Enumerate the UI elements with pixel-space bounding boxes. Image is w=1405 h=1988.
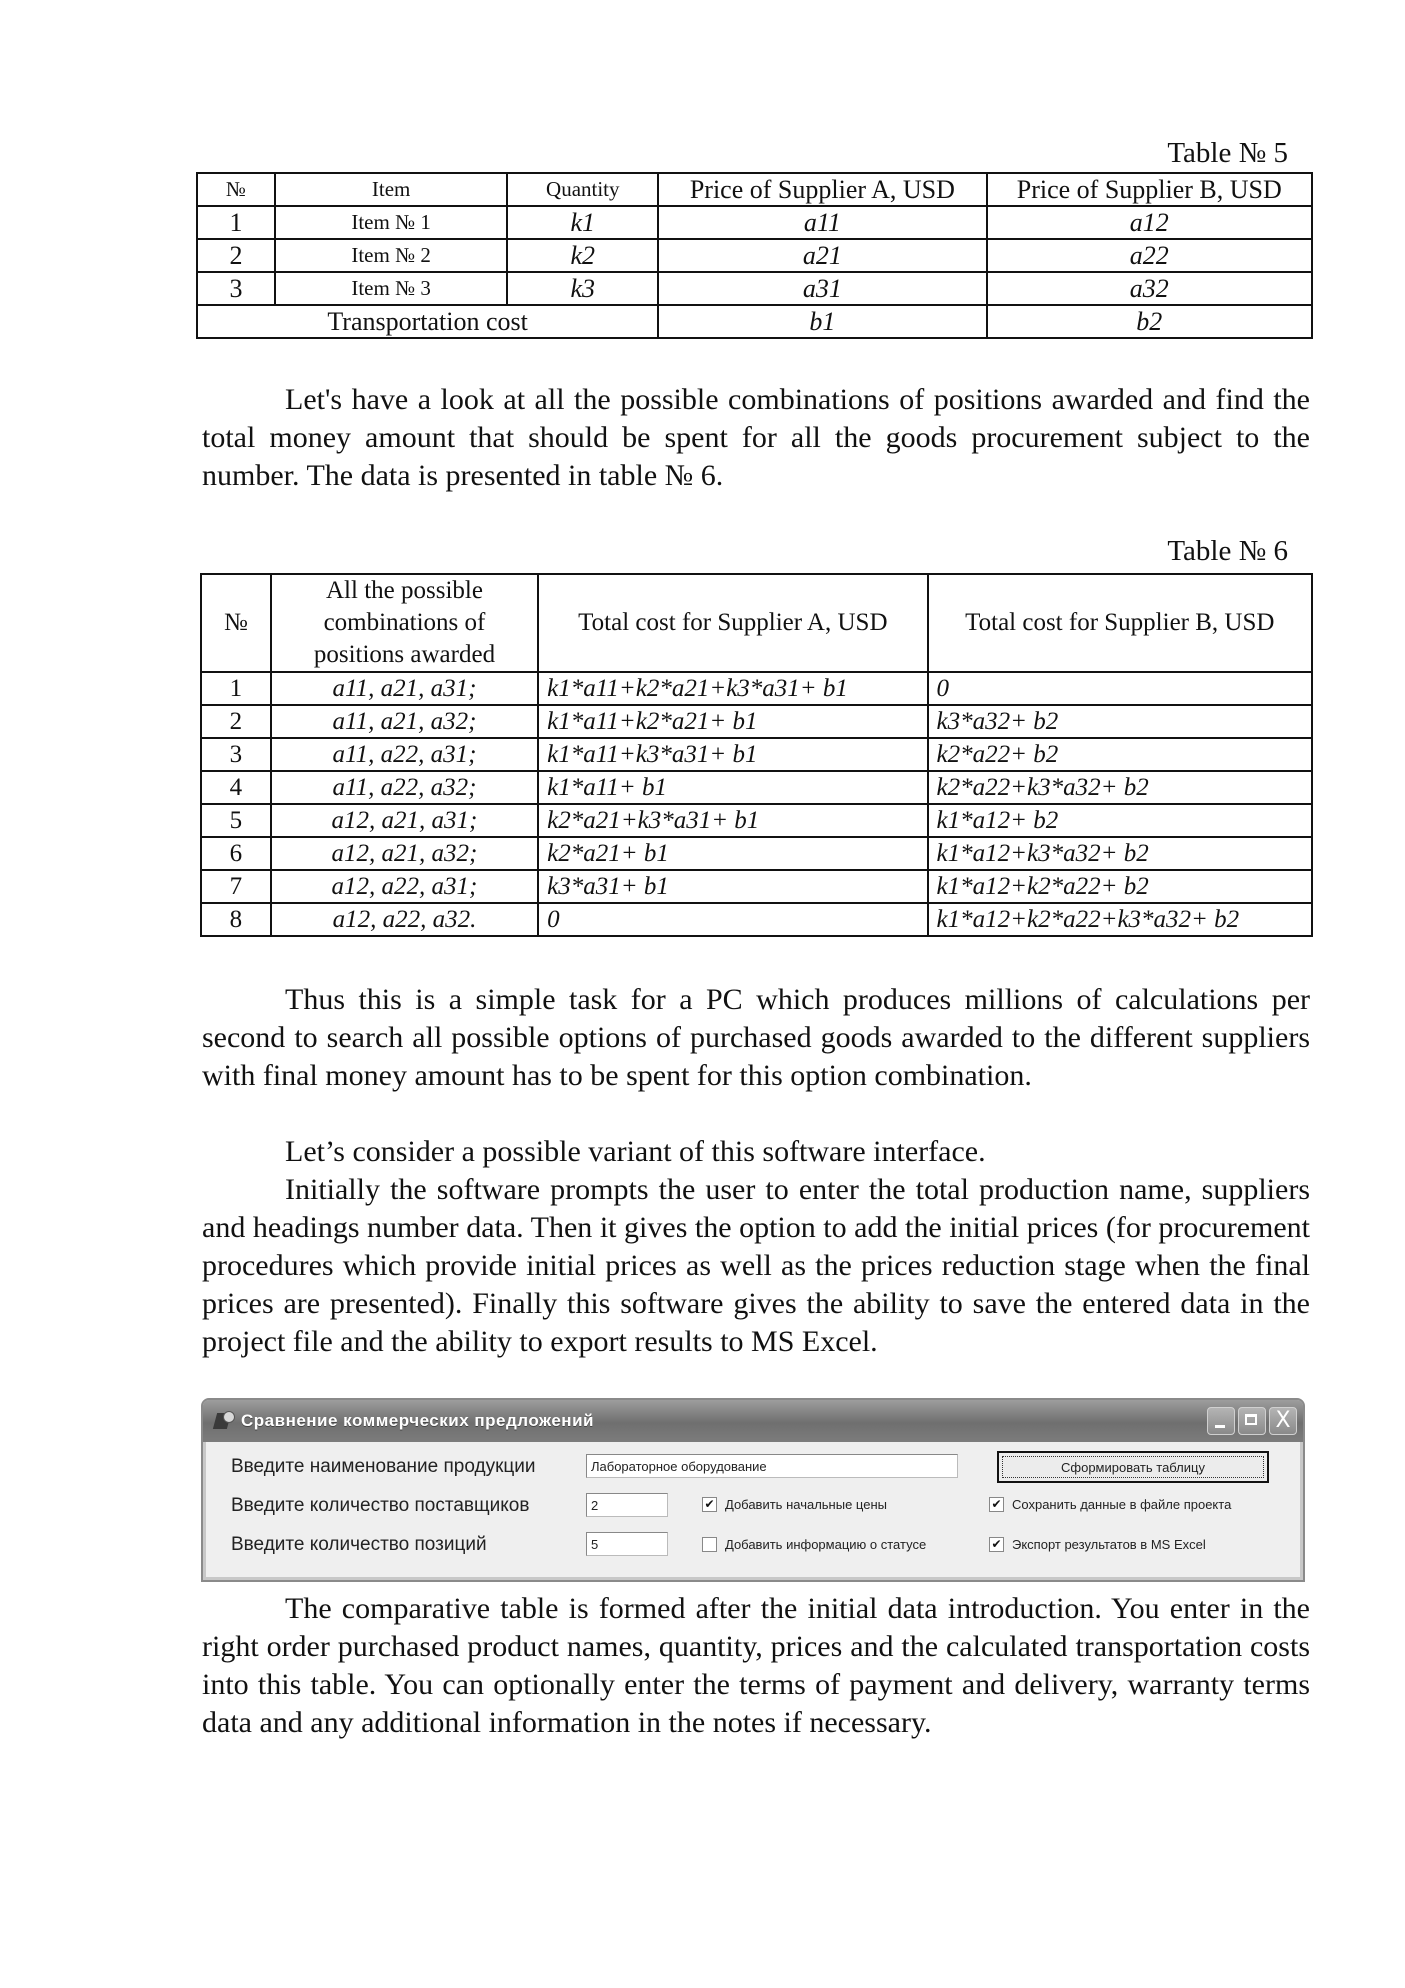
- table-row: [197, 239, 1312, 272]
- table-row: [201, 771, 1312, 804]
- close-icon[interactable]: X: [1269, 1407, 1297, 1435]
- generate-table-button-label: Сформировать таблицу: [1061, 1459, 1205, 1475]
- generate-table-button[interactable]: [997, 1451, 1269, 1483]
- row-number: 3: [197, 272, 275, 305]
- combination: a12, a22, a32.: [271, 903, 538, 936]
- table6-caption: Table № 6: [1167, 535, 1288, 567]
- checkbox-empty-icon[interactable]: [702, 1537, 717, 1552]
- total-cost-a: k1*a11+k2*a21+k3*a31+ b1: [538, 672, 927, 705]
- transport-a: b1: [658, 305, 986, 338]
- total-cost-b: k1*a12+k2*a22+k3*a32+ b2: [928, 903, 1312, 936]
- total-cost-b: k3*a32+ b2: [928, 705, 1312, 738]
- app-icon: [213, 1410, 235, 1432]
- table6-header-no: №: [201, 574, 271, 672]
- checkbox-label: Добавить начальные цены: [725, 1497, 887, 1512]
- combination: a11, a22, a31;: [271, 738, 538, 771]
- price-b: a12: [987, 206, 1312, 239]
- table5: [196, 172, 1313, 339]
- total-cost-a: k2*a21+ b1: [538, 837, 927, 870]
- total-cost-a: 0: [538, 903, 927, 936]
- product-name-input[interactable]: Лабораторное оборудование: [586, 1454, 958, 1478]
- row-number: 5: [201, 804, 271, 837]
- quantity: k3: [507, 272, 658, 305]
- row-number: 1: [201, 672, 271, 705]
- table-row: [201, 738, 1312, 771]
- paragraph-2: [202, 981, 1310, 1095]
- total-cost-a: k1*a11+k3*a31+ b1: [538, 738, 927, 771]
- table-row: [197, 272, 1312, 305]
- checkbox-label: Сохранить данные в файле проекта: [1012, 1497, 1232, 1512]
- positions-count-label: Введите количество позиций: [231, 1534, 487, 1555]
- row-number: 1: [197, 206, 275, 239]
- transport-b: b2: [987, 305, 1312, 338]
- row-number: 8: [201, 903, 271, 936]
- table5-header-row: [197, 173, 1312, 206]
- dialog-body: [203, 1442, 1303, 1576]
- total-cost-b: k1*a12+k3*a32+ b2: [928, 837, 1312, 870]
- table5-transport-row: [197, 305, 1312, 338]
- item-name: Item № 3: [275, 272, 508, 305]
- checkbox-check-icon[interactable]: ✔: [702, 1497, 717, 1512]
- quantity: k1: [507, 206, 658, 239]
- checkbox-check-icon[interactable]: ✔: [989, 1537, 1004, 1552]
- total-cost-a: k2*a21+k3*a31+ b1: [538, 804, 927, 837]
- table5-header-item: Item: [275, 173, 508, 206]
- item-name: Item № 1: [275, 206, 508, 239]
- table6-body: [201, 672, 1312, 936]
- checkbox-check-icon[interactable]: ✔: [989, 1497, 1004, 1512]
- table-row: [201, 870, 1312, 903]
- table6-header-total-a: Total cost for Supplier A, USD: [538, 574, 927, 672]
- total-cost-b: k1*a12+ b2: [928, 804, 1312, 837]
- item-name: Item № 2: [275, 239, 508, 272]
- table5-header-no: №: [197, 173, 275, 206]
- paragraph-3: [202, 1133, 1310, 1171]
- price-a: a31: [658, 272, 986, 305]
- maximize-icon[interactable]: [1238, 1407, 1266, 1435]
- table6-header-row: [201, 574, 1312, 672]
- dialog-titlebar: [203, 1400, 1303, 1442]
- combination: a12, a22, a31;: [271, 870, 538, 903]
- table-row: [201, 804, 1312, 837]
- checkbox-add-status-info[interactable]: [702, 1537, 926, 1552]
- minimize-icon[interactable]: [1207, 1407, 1235, 1435]
- checkbox-label: Добавить информацию о статусе: [725, 1537, 927, 1552]
- combination: a11, a22, a32;: [271, 771, 538, 804]
- product-name-label: Введите наименование продукции: [231, 1456, 536, 1477]
- combination: a11, a21, a32;: [271, 705, 538, 738]
- paragraph-3-text: Let’s consider a possible variant of this software interface.: [285, 1135, 986, 1168]
- row-number: 2: [201, 705, 271, 738]
- total-cost-b: k1*a12+k2*a22+ b2: [928, 870, 1312, 903]
- total-cost-b: 0: [928, 672, 1312, 705]
- table-row: [201, 903, 1312, 936]
- row-number: 7: [201, 870, 271, 903]
- total-cost-a: k1*a11+ b1: [538, 771, 927, 804]
- paragraph-1-text: Let's have a look at all the possible combinations of positions awarded and find the total money amount that should be spent for all the goods procurement subject to the number. The data is presented in table № 6.: [202, 383, 1310, 492]
- table5-header-price-a: Price of Supplier A, USD: [658, 173, 986, 206]
- paragraph-2-text: Thus this is a simple task for a PC which produces millions of calculations per second to search all possible options of purchased goods awarded to the different suppliers with final money amount has to be spent for this option combination.: [202, 983, 1310, 1092]
- total-cost-a: k3*a31+ b1: [538, 870, 927, 903]
- combination: a12, a21, a31;: [271, 804, 538, 837]
- row-number: 3: [201, 738, 271, 771]
- price-a: a11: [658, 206, 986, 239]
- table-row: [201, 705, 1312, 738]
- paragraph-4-text: Initially the software prompts the user to enter the total production name, suppliers and headings number data. Then it gives the option to add the initial prices (for procurement procedures which provide initial prices as well as the prices reduction stage when the final prices are presented). Finally this software gives the ability to save the entered data in the project file and the ability to export results to MS Excel.: [202, 1173, 1310, 1358]
- price-a: a21: [658, 239, 986, 272]
- suppliers-count-input[interactable]: 2: [586, 1493, 668, 1517]
- row-number: 6: [201, 837, 271, 870]
- row-number: 2: [197, 239, 275, 272]
- checkbox-add-initial-prices[interactable]: [702, 1497, 887, 1512]
- checkbox-export-excel[interactable]: [989, 1537, 1206, 1552]
- checkbox-label: Экспорт результатов в MS Excel: [1012, 1537, 1206, 1552]
- software-dialog-screenshot: [201, 1398, 1305, 1582]
- table6-header-total-b: Total cost for Supplier B, USD: [928, 574, 1312, 672]
- table6: [200, 573, 1313, 937]
- total-cost-a: k1*a11+k2*a21+ b1: [538, 705, 927, 738]
- table5-caption: Table № 5: [1167, 137, 1288, 169]
- paragraph-4: [202, 1171, 1310, 1361]
- paragraph-1: [202, 381, 1310, 495]
- suppliers-count-label: Введите количество поставщиков: [231, 1495, 530, 1516]
- table-row: [197, 206, 1312, 239]
- paragraph-5: [202, 1590, 1310, 1742]
- table5-header-price-b: Price of Supplier B, USD: [987, 173, 1312, 206]
- total-cost-b: k2*a22+ b2: [928, 738, 1312, 771]
- positions-count-input[interactable]: 5: [586, 1532, 668, 1556]
- quantity: k2: [507, 239, 658, 272]
- checkbox-save-project[interactable]: [989, 1497, 1231, 1512]
- table-row: [201, 837, 1312, 870]
- paragraph-5-text: The comparative table is formed after the initial data introduction. You enter in the right order purchased product names, quantity, prices and the calculated transportation costs into this table. You can optionally enter the terms of payment and delivery, warranty terms data and any additional information in the notes if necessary.: [202, 1592, 1310, 1739]
- price-b: a22: [987, 239, 1312, 272]
- combination: a11, a21, a31;: [271, 672, 538, 705]
- window-controls: [1207, 1407, 1297, 1435]
- total-cost-b: k2*a22+k3*a32+ b2: [928, 771, 1312, 804]
- row-number: 4: [201, 771, 271, 804]
- transport-label: Transportation cost: [197, 305, 658, 338]
- price-b: a32: [987, 272, 1312, 305]
- table6-header-combinations: All the possible combinations of positions awarded: [271, 574, 538, 672]
- table-row: [201, 672, 1312, 705]
- table5-header-quantity: Quantity: [507, 173, 658, 206]
- combination: a12, a21, a32;: [271, 837, 538, 870]
- dialog-title: Сравнение коммерческих предложений: [241, 1411, 594, 1430]
